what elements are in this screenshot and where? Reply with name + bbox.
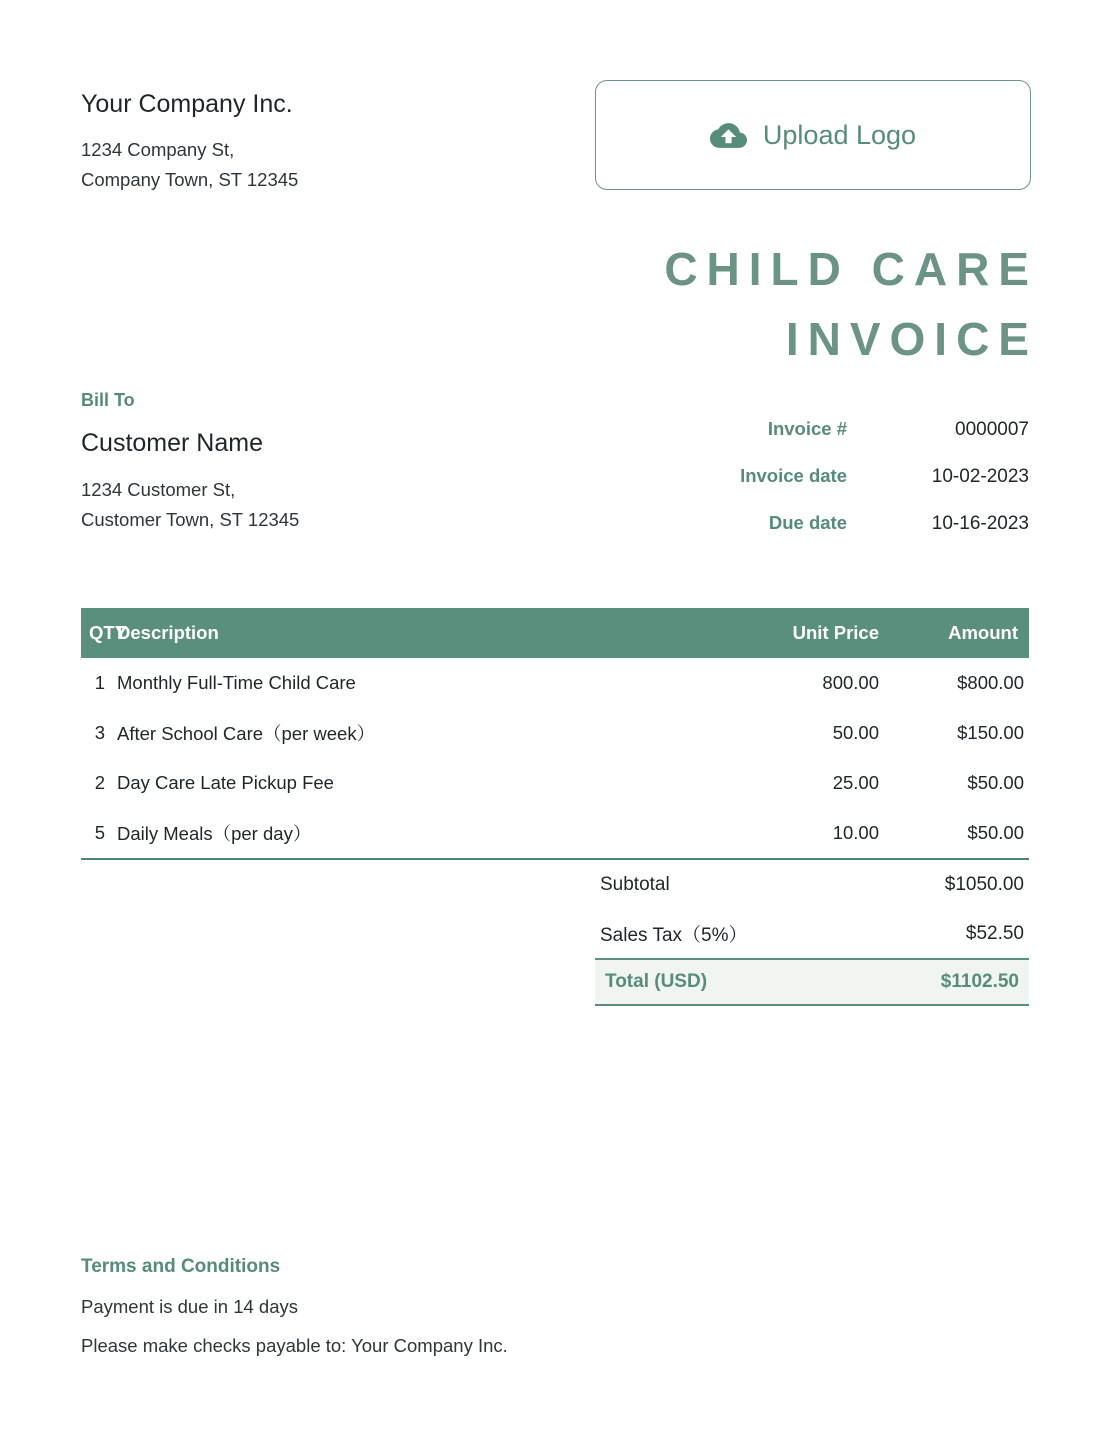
row-qty: 1	[94, 672, 105, 693]
company-address-line1: 1234 Company St,	[81, 139, 235, 160]
subtotal-value: $1050.00	[944, 873, 1024, 895]
terms-line-2: Please make checks payable to: Your Company Inc.	[81, 1335, 508, 1356]
totals-section	[595, 860, 1029, 1006]
sales-tax-row	[595, 909, 1029, 958]
upload-logo-button[interactable]	[595, 80, 1031, 190]
bill-to-section	[81, 390, 299, 535]
header-qty: QTY	[89, 622, 128, 643]
upload-logo-label: Upload Logo	[762, 119, 917, 150]
table-row	[81, 708, 1029, 758]
customer-name: Customer Name	[81, 429, 263, 457]
title-line-2: INVOICE	[785, 313, 1038, 365]
company-address-line2: Company Town, ST 12345	[81, 169, 299, 190]
row-description: Day Care Late Pickup Fee	[117, 772, 334, 793]
title-line-1: CHILD CARE	[664, 243, 1038, 295]
row-description: After School Care（per week）	[117, 723, 376, 744]
invoice-date-row	[599, 465, 1029, 488]
sales-tax-value: $52.50	[965, 922, 1024, 944]
cloud-upload-icon	[710, 117, 747, 154]
header-description: Description	[117, 622, 219, 643]
terms-section	[81, 1256, 508, 1357]
header-unit-price: Unit Price	[792, 622, 879, 643]
customer-address-line1: 1234 Customer St,	[81, 479, 236, 500]
row-amount: $800.00	[957, 672, 1024, 693]
terms-line-1: Payment is due in 14 days	[81, 1296, 298, 1317]
terms-heading: Terms and Conditions	[81, 1256, 281, 1277]
row-qty: 2	[94, 772, 105, 793]
row-description: Daily Meals（per day）	[117, 823, 312, 844]
bill-to-heading: Bill To	[81, 390, 135, 410]
row-unit-price: 50.00	[832, 722, 879, 743]
total-label: Total (USD)	[605, 971, 708, 992]
header-amount: Amount	[948, 622, 1018, 643]
invoice-date-value: 10-02-2023	[931, 466, 1029, 487]
subtotal-label: Subtotal	[600, 873, 670, 895]
total-row	[595, 958, 1029, 1006]
items-table-body	[81, 658, 1029, 860]
row-amount: $50.00	[967, 822, 1024, 843]
due-date-label: Due date	[768, 512, 847, 533]
company-name: Your Company Inc.	[81, 90, 293, 118]
invoice-date-label: Invoice date	[740, 465, 847, 486]
invoice-number-value: 0000007	[955, 419, 1029, 440]
invoice-number-label: Invoice #	[767, 418, 847, 439]
subtotal-row	[595, 860, 1029, 909]
table-row	[81, 758, 1029, 808]
document-title	[664, 234, 1038, 374]
row-amount: $150.00	[957, 722, 1024, 743]
table-row	[81, 808, 1029, 858]
row-unit-price: 800.00	[822, 672, 879, 693]
row-unit-price: 25.00	[832, 772, 879, 793]
row-description: Monthly Full-Time Child Care	[117, 672, 356, 693]
table-row	[81, 658, 1029, 708]
row-qty: 5	[94, 822, 105, 843]
invoice-meta	[599, 418, 1029, 559]
row-unit-price: 10.00	[832, 822, 879, 843]
total-value: $1102.50	[940, 971, 1019, 992]
row-amount: $50.00	[967, 772, 1024, 793]
row-qty: 3	[94, 722, 105, 743]
customer-address-line2: Customer Town, ST 12345	[81, 509, 300, 530]
due-date-row	[599, 512, 1029, 535]
due-date-value: 10-16-2023	[931, 513, 1029, 534]
items-table	[81, 608, 1029, 860]
items-table-header	[81, 608, 1029, 658]
invoice-number-row	[599, 418, 1029, 441]
company-info	[81, 90, 298, 195]
sales-tax-label: Sales Tax（5%）	[600, 925, 748, 946]
